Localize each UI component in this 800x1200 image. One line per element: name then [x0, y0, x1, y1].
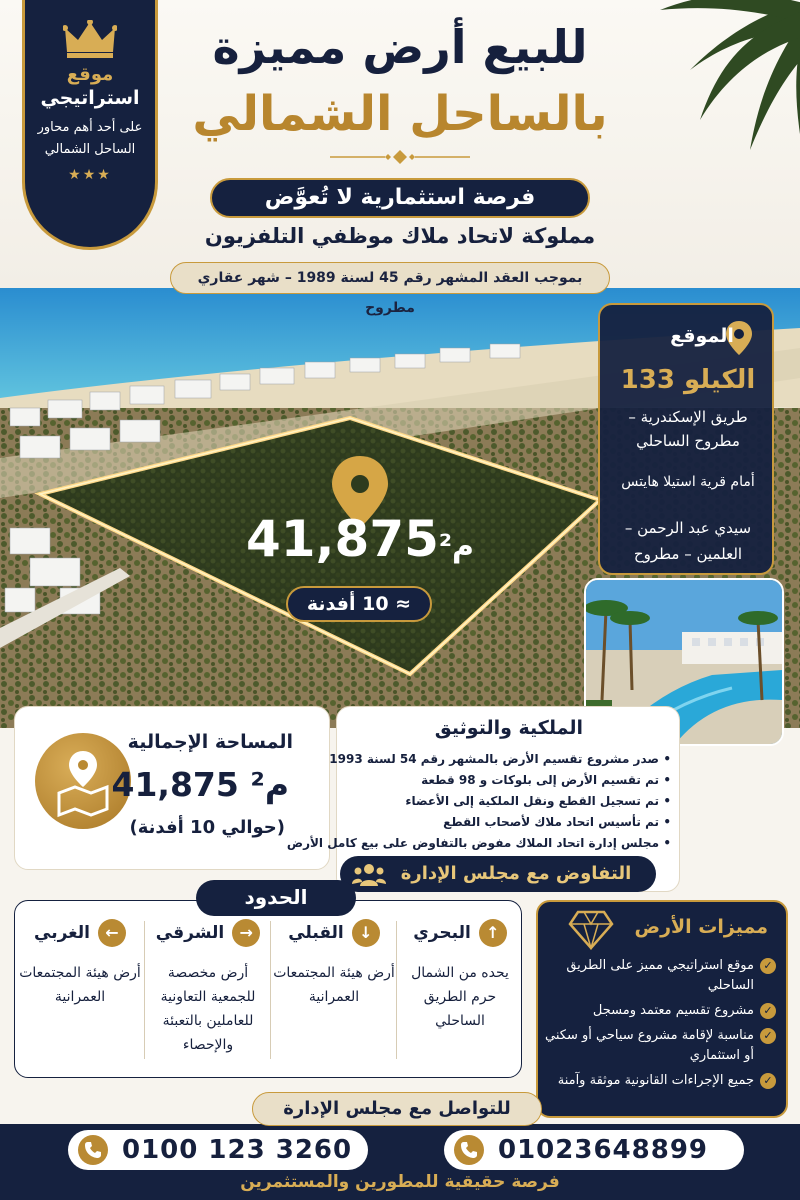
border-west-label: الغربي: [34, 923, 90, 943]
border-west-text: أرض هيئة المجتمعات العمرانية: [19, 965, 141, 1005]
arrow-right-icon: →: [232, 919, 260, 947]
features-list: [544, 956, 780, 1096]
check-icon: ✓: [760, 1073, 776, 1089]
phone-number-2: 01023648899: [498, 1135, 708, 1165]
divider: [270, 921, 271, 1059]
list-item: • مجلس إدارة اتحاد الملاك مفوض بالتفاوض على بيع كامل الأرض: [341, 833, 671, 854]
features-card: [536, 900, 788, 1118]
crown-icon: [63, 20, 117, 60]
arrow-left-icon: ←: [98, 919, 126, 947]
list-item: [544, 1026, 780, 1066]
list-item: • صدر مشروع تقسيم الأرض بالمشهر رقم 54 لسنة 1993: [341, 749, 671, 770]
list-item: [544, 956, 780, 996]
border-south: [273, 919, 395, 1009]
check-icon: ✓: [760, 1003, 776, 1019]
feature-text: مناسبة لإقامة مشروع سياحي أو سكني أو استثماري: [545, 1028, 754, 1063]
feature-text: موقع استراتيجي مميز على الطريق الساحلي: [566, 958, 754, 993]
list-item: • تم تأسيس اتحاد ملاك لأصحاب القطع: [341, 812, 671, 833]
phone-icon: [454, 1135, 484, 1165]
contract-info: بموجب العقد المشهر رقم 45 لسنة 1989 – شهر عقاري مطروح: [170, 262, 610, 294]
negotiate-label: التفاوض مع مجلس الإدارة: [400, 863, 632, 884]
plot-area-value: 41,875: [245, 510, 439, 568]
check-icon: ✓: [760, 1028, 776, 1044]
list-item: • تم تقسيم الأرض إلى بلوكات و 98 قطعة: [341, 770, 671, 791]
negotiate-button[interactable]: [340, 856, 656, 892]
border-east: [147, 919, 269, 1057]
location-title: الموقع: [670, 325, 734, 347]
border-north-text: يحده من الشمال حرم الطريق الساحلي: [411, 965, 509, 1029]
owner-text: مملوكة لاتحاد ملاك موظفي التلفزيون: [204, 224, 596, 248]
footer-slogan: فرصة حقيقية للمطورين والمستثمرين: [240, 1172, 560, 1192]
plot-area-unit: م²: [438, 529, 475, 564]
ownership-list: [286, 749, 671, 854]
list-item: [544, 1071, 780, 1091]
plot-acres-badge: ≈ 10 أفدنة: [286, 586, 432, 622]
badge-subtitle: على أحد أهم محاور الساحل الشمالي: [37, 120, 143, 157]
borders-card: [14, 900, 522, 1078]
border-north-label: البحري: [413, 923, 471, 943]
badge-stars: ★★★: [68, 167, 112, 183]
location-front: أمام قرية استيلا هايتس: [621, 474, 755, 490]
main-title-line2: بالساحل الشمالي: [192, 86, 608, 142]
total-area-card: [14, 706, 330, 870]
badge-title: موقع: [66, 64, 114, 85]
arrow-up-icon: ↑: [479, 919, 507, 947]
diamond-icon: [568, 910, 614, 950]
check-icon: ✓: [760, 958, 776, 974]
divider: [144, 921, 145, 1059]
badge-title-strategic: استراتيجي: [40, 87, 140, 109]
list-item: [544, 1001, 780, 1021]
main-title-line1: للبيع أرض مميزة: [212, 20, 588, 74]
phone-link-2[interactable]: [444, 1130, 744, 1170]
border-east-text: أرض مخصصة للجمعية التعاونية للعاملين بالتعبئة والإحصاء: [160, 965, 256, 1053]
feature-text: مشروع تقسيم معتمد ومسجل: [592, 1003, 754, 1018]
group-icon: [352, 862, 386, 886]
arrow-down-icon: ↓: [352, 919, 380, 947]
location-area: سيدي عبد الرحمن – العلمين – مطروح: [624, 519, 752, 563]
borders-title: الحدود: [196, 880, 356, 916]
total-area-value: 41,875 م²: [111, 765, 289, 804]
border-north: [399, 919, 521, 1033]
border-south-label: القبلي: [288, 923, 344, 943]
phone-number-1: 0100 123 3260: [122, 1135, 353, 1165]
border-west: [19, 919, 141, 1009]
phone-link-1[interactable]: [68, 1130, 368, 1170]
plot-area-overlay: [240, 510, 480, 580]
phone-icon: [78, 1135, 108, 1165]
contact-label: للتواصل مع مجلس الإدارة: [252, 1092, 542, 1126]
ornament-divider-icon: [330, 150, 470, 164]
features-title: مميزات الأرض: [634, 916, 768, 938]
location-road: طريق الإسكندرية – مطروح الساحلي: [628, 408, 748, 450]
strategic-location-badge: [22, 0, 158, 250]
divider: [396, 921, 397, 1059]
location-panel: [598, 303, 774, 575]
list-item: • تم تسجيل القطع ونقل الملكية إلى الأعضاء: [341, 791, 671, 812]
ownership-title: الملكية والتوثيق: [434, 717, 583, 739]
border-south-text: أرض هيئة المجتمعات العمرانية: [273, 965, 395, 1005]
total-area-approx: (حوالي 10 أفدنة): [129, 817, 285, 838]
location-km: الكيلو 133: [620, 365, 756, 395]
palm-leaves-icon: [620, 0, 800, 170]
tagline-banner: فرصة استثمارية لا تُعوَّض: [210, 178, 590, 218]
total-area-title: المساحة الإجمالية: [127, 731, 293, 753]
border-east-label: الشرقي: [155, 923, 225, 943]
feature-text: جميع الإجراءات القانونية موثقة وآمنة: [557, 1073, 754, 1088]
